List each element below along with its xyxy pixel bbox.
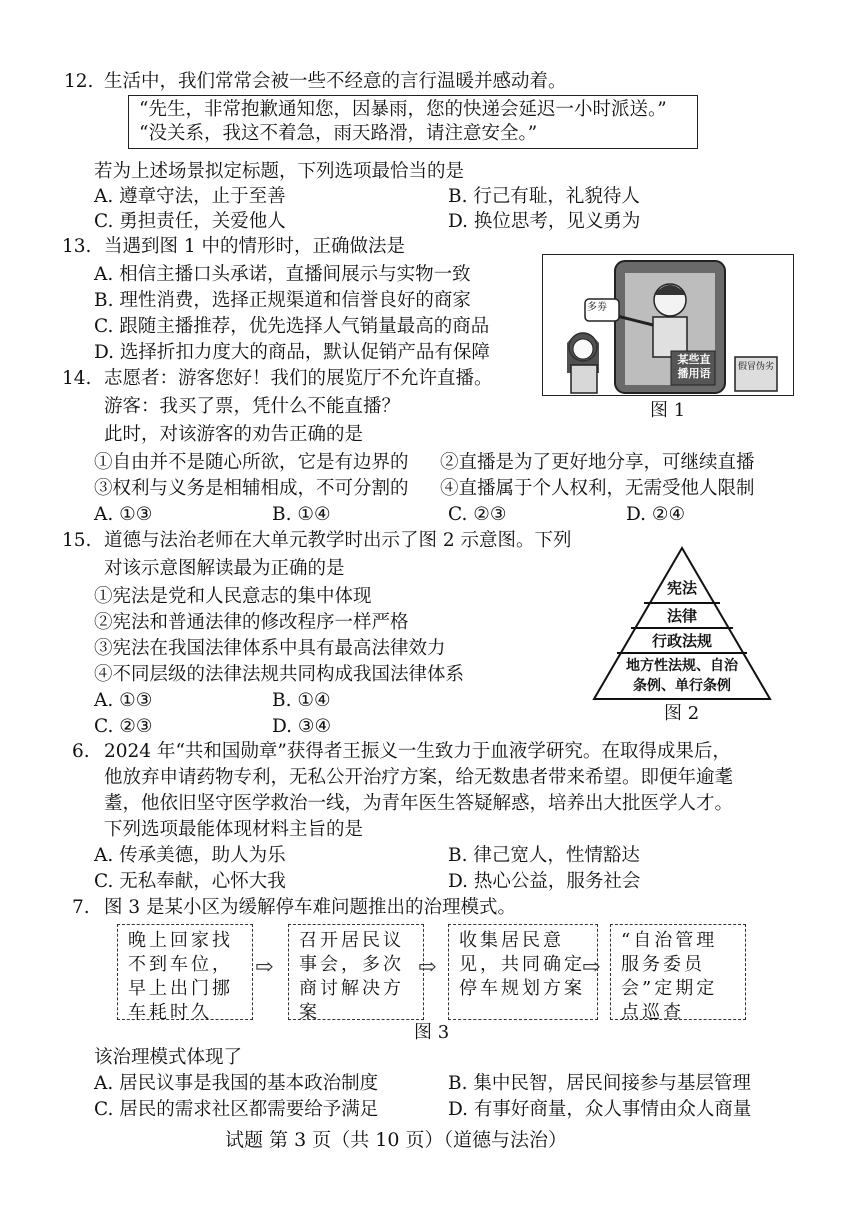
q14-number: 14. [62,368,92,389]
q13-option-a: A. 相信主播口头承诺，直播间展示与实物一致 [94,264,471,285]
q13-option-c: C. 跟随主播推荐，优先选择人气销量最高的商品 [94,316,490,337]
q7-option-b: B. 集中民智，居民间接参与基层管理 [448,1073,751,1094]
q6-number: 6. [72,741,90,762]
q15-option-c: C. ②③ [94,716,153,737]
q15-line2: 对该示意图解读最为正确的是 [104,558,345,579]
q6-line2: 他放弃申请药物专利，无私公开治疗方案，给无数患者带来希望。即便年逾耄 [104,767,734,788]
q14-line3: 此时，对该游客的劝告正确的是 [104,424,364,445]
q12-option-d: D. 换位思考，见义勇为 [448,211,641,232]
pyramid-level-law: 法律 [666,607,697,625]
q15-statement-3: ③宪法在我国法律体系中具有最高法律效力 [94,638,446,659]
q14-option-b: B. ①④ [272,504,331,525]
pyramid-level-administrative: 行政法规 [651,632,712,650]
q7-option-a: A. 居民议事是我国的基本政治制度 [94,1073,379,1094]
flow-step-2: 召开居民议事会，多次商讨解决方案 [288,924,424,1020]
q14-line1: 志愿者：游客您好！我们的展览厅不允许直播。 [104,368,493,389]
figure-2-pyramid [592,546,772,701]
q12-quote-line2: “没关系，我这不着急，雨天路滑，请注意安全。” [139,123,538,144]
q12-option-a: A. 遵章守法，止于至善 [94,186,286,207]
q6-option-a: A. 传承美德，助人为乐 [94,845,286,866]
figure-3-caption: 图 3 [414,1022,450,1043]
flow-step-3: 收集居民意见，共同确定停车规划方案 [448,924,598,1020]
q14-statement-1: ①自由并不是随心所欲，它是有边界的 [94,452,409,473]
q7-option-c: C. 居民的需求社区都需要给予满足 [94,1099,379,1120]
q14-statement-3: ③权利与义务是相辅相成，不可分割的 [94,478,409,499]
figure-2-caption: 图 2 [664,703,700,724]
flow-arrow-1: ⇨ [255,955,274,980]
q14-option-a: A. ①③ [94,504,153,525]
pyramid-level-local-a: 地方性法规、自治 [626,658,738,674]
q6-option-d: D. 热心公益，服务社会 [448,871,641,892]
q12-option-c: C. 勇担责任，关爱他人 [94,211,286,232]
q15-option-a: A. ①③ [94,690,153,711]
q12-question: 若为上述场景拟定标题，下列选项最恰当的是 [94,161,465,182]
flow-arrow-2: ⇨ [418,955,437,980]
q7-question: 该治理模式体现了 [94,1047,243,1068]
q15-statement-4: ④不同层级的法律法规共同构成我国法律体系 [94,664,465,685]
figure-1-caption: 图 1 [650,400,686,421]
cartoon-box-label: 假冒伪劣 [737,362,774,372]
flow-arrow-3: ⇨ [582,955,601,980]
cartoon-sign-label: 某些直播用语 [677,353,711,380]
q12-quote-box [128,95,698,149]
q13-number: 13. [62,236,92,257]
q14-statement-4: ④直播属于个人权利，无需受他人限制 [440,478,755,499]
flow-step-1: 晚上回家找不到车位，早上出门挪车耗时久 [117,924,253,1020]
q6-line4: 下列选项最能体现材料主旨的是 [104,819,364,840]
pyramid-level-local-b: 条例、单行条例 [633,678,731,694]
q15-option-b: B. ①④ [272,690,331,711]
q12-number: 12. [64,71,94,92]
q13-option-b: B. 理性消费，选择正规渠道和信誉良好的商家 [94,290,471,311]
q12-option-b: B. 行己有耻，礼貌待人 [448,186,640,207]
q13-option-d: D. 选择折扣力度大的商品，默认促销产品有保障 [94,342,490,363]
q15-statement-2: ②宪法和普通法律的修改程序一样严格 [94,612,409,633]
q7-option-d: D. 有事好商量，众人事情由众人商量 [448,1099,752,1120]
q15-statement-1: ①宪法是党和人民意志的集中体现 [94,586,372,607]
q13-stem: 当遇到图 1 中的情形时，正确做法是 [104,236,406,257]
q14-statement-2: ②直播是为了更好地分享，可继续直播 [440,452,755,473]
q6-option-b: B. 律己宽人，性情豁达 [448,845,640,866]
q15-option-d: D. ③④ [272,716,332,737]
q7-number: 7. [72,897,90,918]
q12-stem: 生活中，我们常常会被一些不经意的言行温暖并感动着。 [104,71,567,92]
q7-stem: 图 3 是某小区为缓解停车难问题推出的治理模式。 [104,897,517,918]
q14-option-c: C. ②③ [448,504,507,525]
q12-quote-line1: “先生，非常抱歉通知您，因暴雨，您的快递会延迟一小时派送。” [139,99,667,120]
q14-option-d: D. ②④ [626,504,686,525]
q6-line1: 2024 年“共和国勋章”获得者王振义一生致力于血液学研究。在取得成果后， [104,741,731,762]
q15-number: 15. [62,530,92,551]
q6-line3: 耋，他依旧坚守医学救治一线，为青年医生答疑解惑，培养出大批医学人才。 [104,793,734,814]
q15-line1: 道德与法治老师在大单元教学时出示了图 2 示意图。下列 [104,530,572,551]
flow-step-4: “自治管理服务委员会”定期定点巡查 [610,924,746,1020]
page-footer: 试题 第 3 页（共 10 页）（道德与法治） [225,1129,567,1151]
figure-1-cartoon [542,254,794,396]
q6-option-c: C. 无私奉献，心怀大我 [94,871,286,892]
q14-line2: 游客：我买了票，凭什么不能直播？ [104,396,401,417]
cartoon-illustration [543,255,793,395]
cartoon-bag-label: 多劵 [587,302,607,313]
pyramid-level-constitution: 宪法 [666,579,697,597]
